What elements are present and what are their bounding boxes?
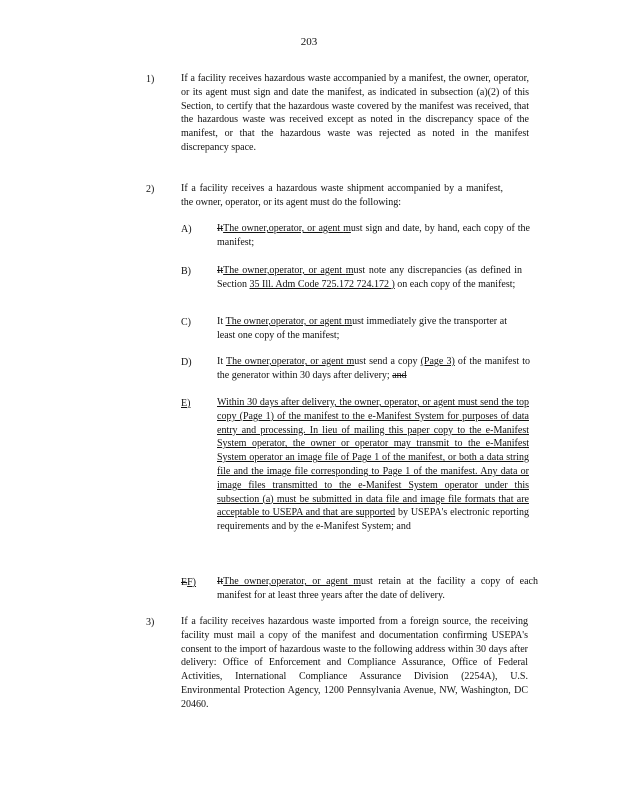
subitem-label [181,577,196,588]
body-text: It [217,316,226,327]
inserted-text: The owner,operator, or agent [223,265,346,276]
deleted-text: It [217,576,224,587]
subitem-label: D) [181,357,192,368]
paragraph [217,264,522,292]
paragraph: If a facility receives a hazardous waste shipment accompanied by a manifest, the owner, operator, or its agent must do the following: [181,183,503,208]
inserted-text: 35 Ill. Adm Code 725.172 724.172 ) [249,278,395,290]
deleted-text: m [344,316,353,327]
body-text: ust retain at the facility a copy of each manifest for at least three years after the date of delivery. [217,576,538,601]
paragraph [217,355,530,383]
body-text: It [217,356,227,367]
paragraph [217,315,507,343]
subitem-label: A) [181,224,192,235]
deleted-text: E [181,577,188,588]
body-text: on each copy of the manifest; [394,278,516,290]
body-text: of the manifest to the generator within 30 days after delivery; [217,356,530,381]
body-text: ust send a copy [354,356,421,367]
inserted-text: The owner,operator, or agent [223,223,344,234]
paragraph [217,222,530,250]
item-number: 3) [146,617,155,628]
inserted-text: The owner,operator, or agent [223,576,354,587]
inserted-text: The owner,operator, or agent [226,356,347,367]
paragraph: If a facility receives hazardous waste imported from a foreign source, the receiving facility must mail a copy of the manifest and documentation confirming USEPA's consent to the import of hazardous waste to the following address within 30 days after delivery: Office of Enforcement and Compliance Assurance, Office of Federal Activities, International Compliance Assurance Division (2254A), U.S. Environmental Protection Agency, 1200 Pennsylvania Avenue, NW, Washington, DC 20460. [181,616,528,710]
deleted-text: m [346,356,355,367]
page-number: 203 [300,36,318,48]
deleted-text: and [392,369,407,381]
subitem-label: B) [181,266,191,277]
paragraph [217,396,529,534]
paragraph: If a facility receives hazardous waste accompanied by a manifest, the owner, operator, or its agent must sign and date the manifest, as indicated in subsection (a)(2) of this Section, to certify that the hazardous waste covered by the manifest was received, that the hazardous waste was received except as noted in the discrepancy space of the manifest, or that the hazardous waste was rejected as noted in the manifest discrepancy space. [181,73,529,153]
subitem-label: E) [181,398,191,409]
deleted-text: m [343,223,351,234]
deleted-text: It [217,265,224,276]
item-number: 1) [146,74,155,85]
inserted-text: F) [187,577,197,588]
inserted-text: Within 30 days after delivery, the owner, operator, or agent must send the top copy (Page 1) of the manifest to the e-Manifest System for purposes of data entry and processing. In lieu of mailing this paper copy to the e-Manifest System operator, the owner or operator may transmit to the e-Manifest System operator an image file of Page 1 of the manifest, or both a data string file and the image file corresponding to Page 1 of the manifest. Any data or image files transmitted to the e-Manifest System operator under this subsection (a) must be submitted in data file and image file formats that are acceptable to USEPA and that are supported [217,397,529,519]
inserted-text: (Page 3) [420,356,455,367]
deleted-text: m [353,576,362,587]
inserted-text: The owner,operator, or agent [225,316,345,327]
body-text: ust sign and date, by hand, each copy of the manifest; [217,223,530,248]
item-number: 2) [146,184,155,195]
deleted-text: It [217,223,224,234]
body-text: ust immediately give the transporter at least one copy of the manifest; [217,316,507,341]
paragraph [217,575,538,603]
subitem-label: C) [181,317,191,328]
deleted-text: m [345,265,354,276]
body-text: by USEPA's electronic reporting requirements and by the e-Manifest System; and [217,507,529,533]
body-text: ust note any discrepancies (as defined in Section [217,265,522,290]
